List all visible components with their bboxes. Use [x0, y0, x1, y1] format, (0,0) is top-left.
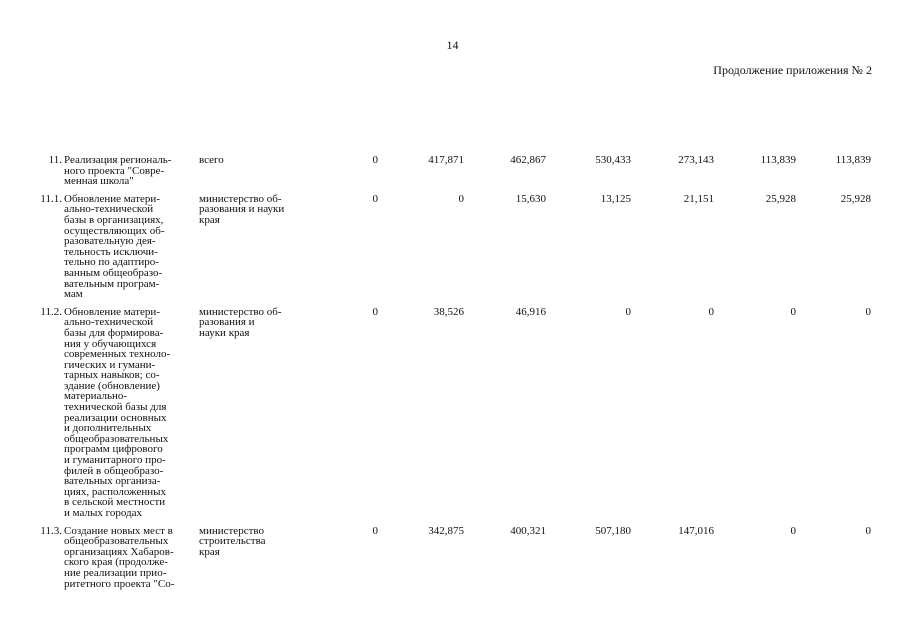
description-line: мам — [64, 288, 83, 301]
row-value-2: 38,526 — [433, 305, 464, 318]
description-line: вательным програм- — [64, 277, 160, 290]
table-row — [28, 526, 878, 590]
description-line: и малых городах — [64, 507, 143, 519]
description-line: и дополнительных — [64, 422, 152, 435]
executor-line: министерство — [199, 524, 265, 537]
row-value-1: 0 — [372, 524, 378, 537]
row-value-6: 0 — [790, 524, 796, 537]
row-value-5: 147,016 — [678, 524, 714, 537]
executor-line: министерство об- — [199, 305, 282, 318]
row-value-7: 113,839 — [835, 154, 871, 166]
row-description — [64, 526, 194, 590]
row-executor — [199, 526, 309, 558]
executor-line: всего — [199, 154, 224, 166]
row-value-2: 342,875 — [428, 524, 464, 537]
description-line: реализации основных — [64, 411, 167, 424]
description-line: менная школа" — [64, 175, 134, 188]
row-value-3: 462,867 — [510, 154, 546, 166]
description-line: вательных организа- — [64, 475, 161, 488]
row-executor — [199, 307, 309, 339]
executor-line: края — [199, 545, 220, 558]
row-value-5: 273,143 — [678, 154, 714, 166]
continuation-label: Продолжение приложения № 2 — [713, 63, 872, 77]
row-value-4: 0 — [625, 305, 631, 318]
row-number: 11.3. — [40, 524, 62, 537]
description-line: ния у обучающихся — [64, 337, 157, 350]
row-description — [64, 194, 194, 300]
row-value-7: 0 — [865, 305, 871, 318]
description-line: разовательную дея- — [64, 235, 156, 248]
description-line: тарных навыков; со- — [64, 369, 160, 382]
description-line: филей в общеобразо- — [64, 464, 164, 477]
description-line: базы в организациях, — [64, 213, 164, 226]
table-row — [28, 307, 878, 519]
description-line: здание (обновление) — [64, 379, 160, 392]
description-line: и гуманитарного про- — [64, 454, 166, 467]
executor-line: разования и науки — [199, 203, 285, 216]
description-line: программ цифрового — [64, 443, 163, 456]
executor-line: разования и — [199, 316, 255, 329]
description-line: Создание новых мест в — [64, 524, 173, 537]
description-line: Обновление матери- — [64, 305, 160, 318]
row-value-1: 0 — [372, 305, 378, 318]
description-line: ально-технической — [64, 203, 154, 216]
description-line: осуществляющих об- — [64, 224, 165, 237]
row-value-4: 13,125 — [600, 192, 631, 205]
row-value-5: 0 — [708, 305, 714, 318]
row-value-7: 0 — [865, 524, 871, 537]
row-value-5: 21,151 — [683, 192, 714, 205]
description-line: Реализация региональ- — [64, 154, 172, 166]
row-number: 11.1. — [40, 192, 62, 205]
row-value-2: 417,871 — [428, 154, 464, 166]
table-row — [28, 194, 878, 300]
row-value-1: 0 — [372, 154, 378, 166]
row-value-6: 25,928 — [765, 192, 796, 205]
description-line: ного проекта "Совре- — [64, 164, 165, 177]
budget-table — [28, 155, 878, 589]
description-line: ритетного проекта "Со- — [64, 577, 175, 590]
row-number: 11.2. — [40, 305, 62, 318]
row-value-6: 113,839 — [760, 154, 796, 166]
row-value-3: 400,321 — [510, 524, 546, 537]
description-line: современных техноло- — [64, 348, 171, 361]
description-line: гических и гумани- — [64, 358, 156, 371]
row-description — [64, 155, 194, 187]
row-number: 11. — [48, 154, 62, 166]
row-executor — [199, 194, 309, 226]
description-line: ванным общеобразо- — [64, 266, 163, 279]
description-line: циях, расположенных — [64, 485, 167, 498]
description-line: ние реализации прио- — [64, 566, 167, 579]
row-value-3: 15,630 — [515, 192, 546, 205]
description-line: Обновление матери- — [64, 192, 160, 205]
row-value-4: 530,433 — [595, 154, 631, 166]
row-value-3: 46,916 — [515, 305, 546, 318]
row-value-4: 507,180 — [595, 524, 631, 537]
row-value-7: 25,928 — [840, 192, 871, 205]
row-value-6: 0 — [790, 305, 796, 318]
description-line: технической базы для — [64, 401, 167, 414]
executor-line: строительства — [199, 535, 266, 548]
table-row — [28, 155, 878, 187]
description-line: базы для формирова- — [64, 326, 164, 339]
executor-line: края — [199, 213, 220, 226]
description-line: ского края (продолже- — [64, 556, 168, 569]
row-description — [64, 307, 194, 519]
description-line: организациях Хабаров- — [64, 545, 174, 558]
description-line: ально-технической — [64, 316, 154, 329]
description-line: в сельской местности — [64, 496, 166, 509]
description-line: тельность исключи- — [64, 245, 158, 258]
description-line: общеобразовательных — [64, 432, 169, 445]
executor-line: министерство об- — [199, 192, 282, 205]
page-number: 14 — [446, 38, 459, 52]
row-value-1: 0 — [372, 192, 378, 205]
executor-line: науки края — [199, 326, 250, 339]
row-executor — [199, 155, 309, 166]
description-line: тельно по адаптиро- — [64, 256, 159, 269]
description-line: общеобразовательных — [64, 535, 169, 548]
description-line: материально- — [64, 390, 128, 403]
row-value-2: 0 — [458, 192, 464, 205]
